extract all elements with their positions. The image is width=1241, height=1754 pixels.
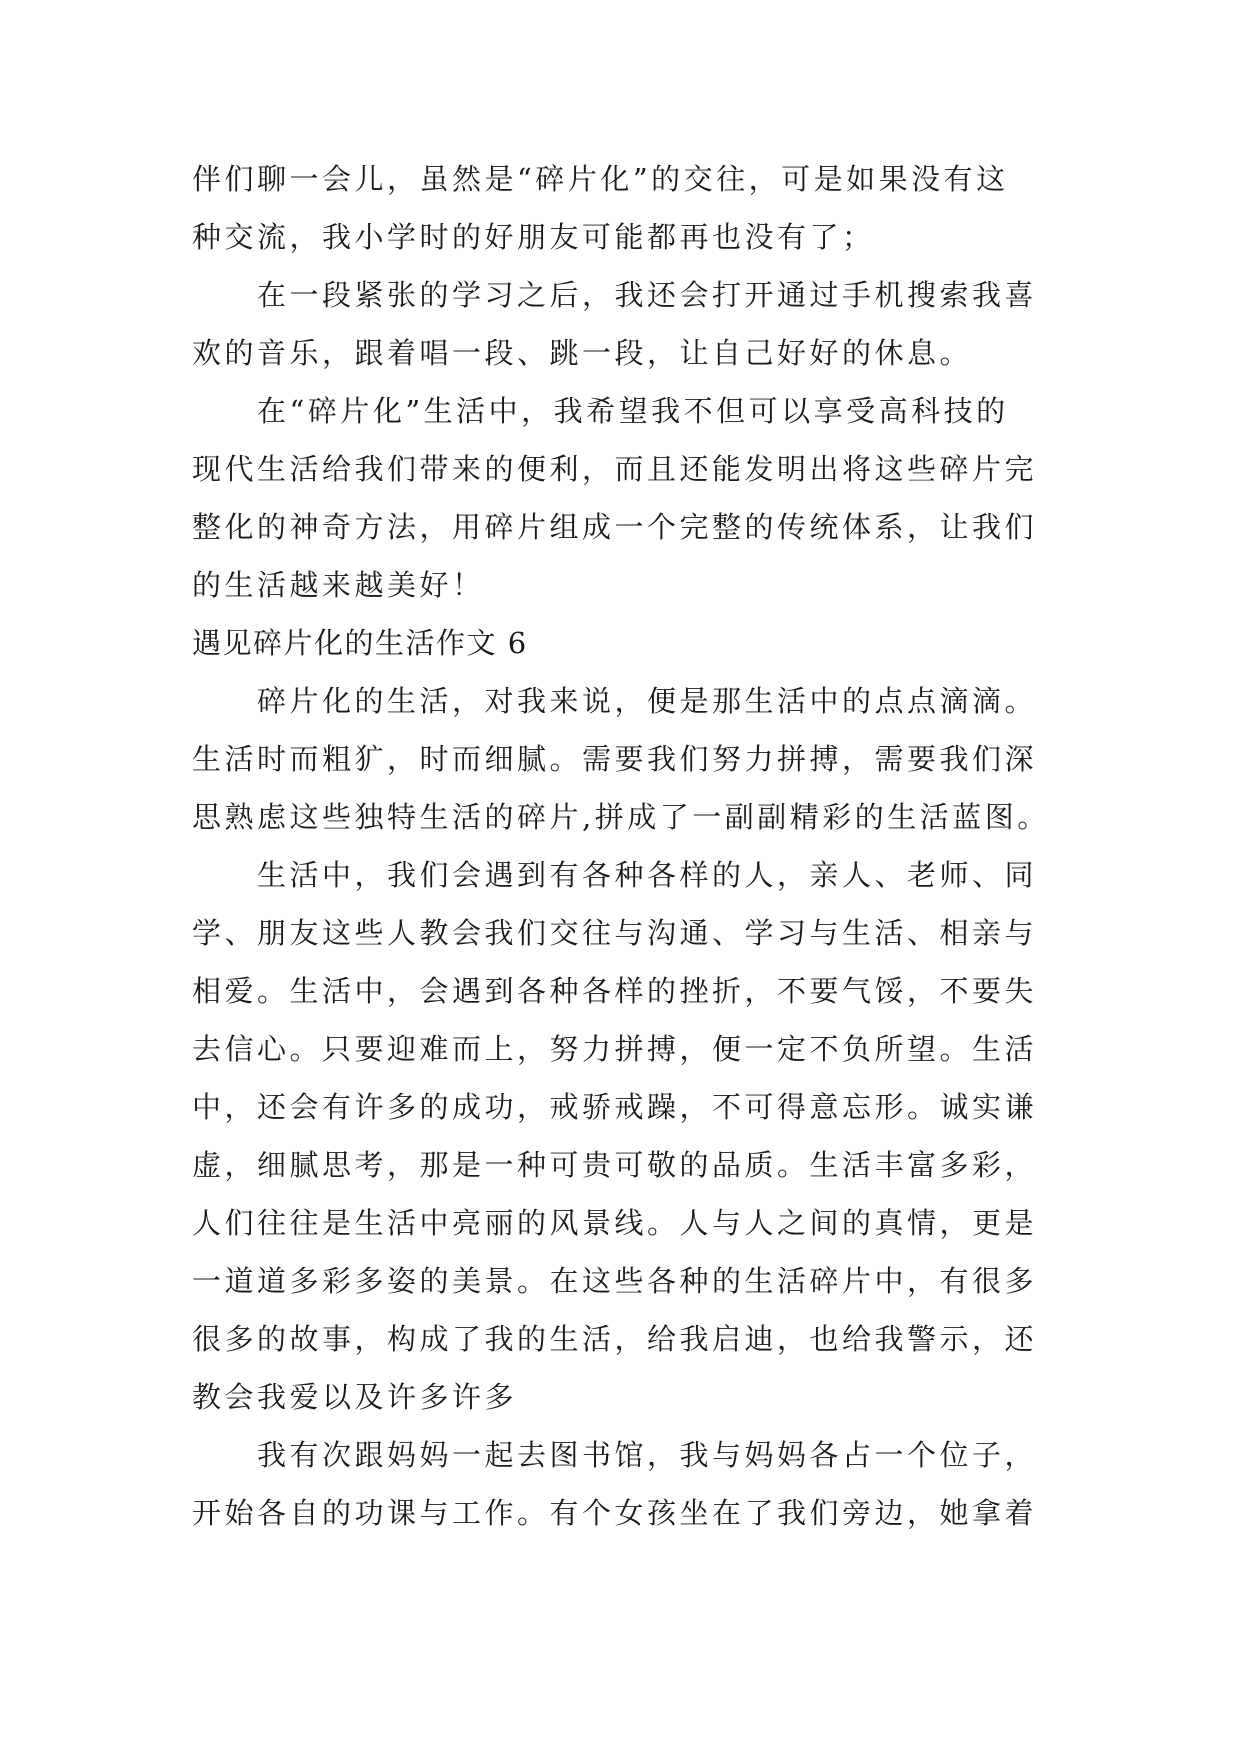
text-line: 相爱。生活中，会遇到各种各样的挫折，不要气馁，不要失 [192,974,1038,1008]
text-line: 人们往往是生活中亮丽的风景线。人与人之间的真情，更是 [192,1206,1038,1240]
text-line: 生活中，我们会遇到有各种各样的人，亲人、老师、同 [192,858,1038,892]
text-line: 碎片化的生活，对我来说，便是那生活中的点点滴滴。 [192,684,1038,718]
text-line: 我有次跟妈妈一起去图书馆，我与妈妈各占一个位子， [192,1438,1038,1472]
text-line: 种交流，我小学时的好朋友可能都再也没有了； [192,220,875,254]
text-line: 在一段紧张的学习之后，我还会打开通过手机搜索我喜 [192,278,1038,312]
text-line: 教会我爱以及许多许多 [192,1380,518,1414]
text-line: 在“碎片化”生活中，我希望我不但可以享受高科技的 [192,394,1009,428]
text-line: 很多的故事，构成了我的生活，给我启迪，也给我警示，还 [192,1322,1038,1356]
text-line: 现代生活给我们带来的便利，而且还能发明出将这些碎片完 [192,452,1038,486]
document-body [192,150,1072,1542]
text-line: 开始各自的功课与工作。有个女孩坐在了我们旁边，她拿着 [192,1496,1038,1530]
text-line: 思熟虑这些独特生活的碎片,拼成了一副副精彩的生活蓝图。 [192,800,1050,834]
text-line: 中，还会有许多的成功，戒骄戒躁，不可得意忘形。诚实谦 [192,1090,1038,1124]
text-line: 学、朋友这些人教会我们交往与沟通、学习与生活、相亲与 [192,916,1038,950]
text-line: 一道道多彩多姿的美景。在这些各种的生活碎片中，有很多 [192,1264,1038,1298]
text-line: 欢的音乐，跟着唱一段、跳一段，让自己好好的休息。 [192,336,973,370]
text-line: 整化的神奇方法，用碎片组成一个完整的传统体系，让我们 [192,510,1038,544]
text-line: 去信心。只要迎难而上，努力拼搏，便一定不负所望。生活 [192,1032,1038,1066]
text-line: 伴们聊一会儿，虽然是“碎片化”的交往，可是如果没有这 [192,162,1009,196]
section-heading: 遇见碎片化的生活作文 6 [192,626,528,660]
text-line: 虚，细腻思考，那是一种可贵可敬的品质。生活丰富多彩， [192,1148,1038,1182]
text-line: 生活时而粗犷，时而细腻。需要我们努力拼搏，需要我们深 [192,742,1038,776]
text-line: 的生活越来越美好！ [192,568,485,602]
